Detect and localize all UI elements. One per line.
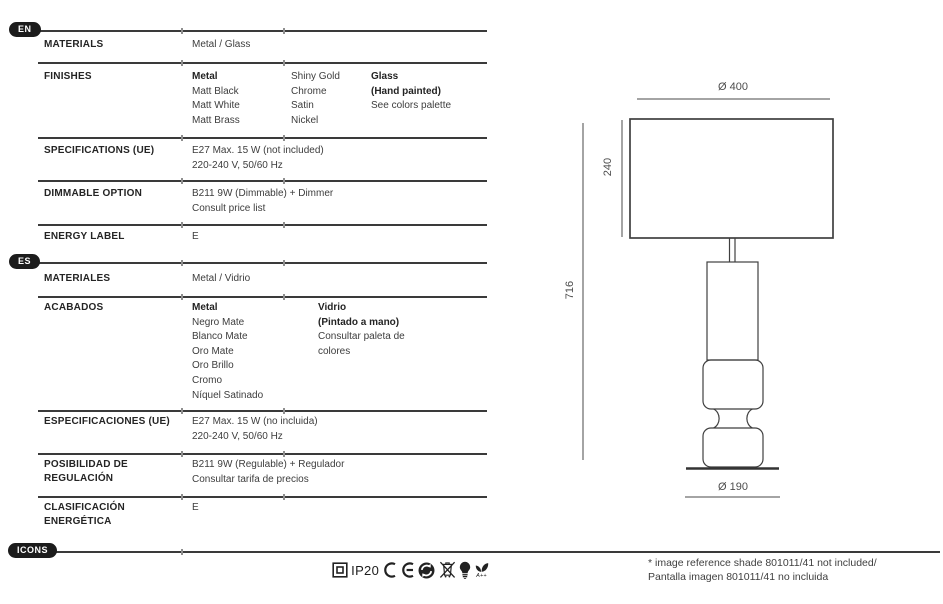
divider-rule [38, 453, 487, 455]
rule-tick [181, 222, 183, 228]
divider-rule [38, 496, 487, 498]
certification-icons-row [332, 558, 489, 582]
rule-tick [181, 135, 183, 141]
green-dot-recycling-icon [418, 562, 435, 579]
row-value-dimmable: B211 9W (Dimmable) + Dimmer Consult price list [192, 188, 334, 214]
divider-rule [38, 296, 487, 298]
rule-tick [181, 260, 183, 266]
rule-tick [283, 60, 285, 66]
row-label-materials: MATERIALS [44, 39, 104, 50]
rule-tick [283, 28, 285, 34]
divider-rule [38, 180, 487, 182]
row-label-finishes: FINISHES [44, 71, 92, 82]
rule-tick [283, 494, 285, 500]
lamp-waist-right [747, 409, 753, 428]
row-label-clasificacion: CLASIFICACIÓN ENERGÉTICA [44, 502, 125, 527]
acabados-column-vidrio: Vidrio (Pintado a mano) Consultar paleta de colores [318, 302, 405, 357]
divider-rule [38, 410, 487, 412]
rule-tick [181, 178, 183, 184]
lamp-shade-outline [630, 119, 833, 238]
shade-height-dim: 240 [602, 157, 614, 177]
lamp-upper-block [703, 360, 763, 409]
rule-tick [181, 294, 183, 300]
acabados-column-metal: Metal Negro Mate Blanco Mate Oro Mate Oro Brillo Cromo Níquel Satinado [192, 302, 264, 401]
rule-tick [283, 260, 285, 266]
rule-tick [181, 494, 183, 500]
base-diameter-dim: Ø 190 [718, 481, 748, 493]
ip20-rating-label: IP20 [351, 562, 380, 578]
icons-section-badge: ICONS [8, 543, 57, 558]
rule-tick [283, 178, 285, 184]
icons-divider-rule [56, 551, 940, 553]
energy-class-leaf-icon [474, 561, 489, 579]
energy-class-text: A++ [476, 572, 487, 579]
image-reference-footnote [648, 557, 940, 585]
row-label-energy: ENERGY LABEL [44, 231, 125, 242]
lamp-stem [730, 238, 736, 262]
row-value-materials: Metal / Glass [192, 39, 251, 50]
row-label-especificaciones: ESPECIFICACIONES (UE) [44, 416, 170, 427]
row-value-especificaciones: E27 Max. 15 W (no incluida) 220-240 V, 50/60 Hz [192, 416, 318, 442]
row-value-energy: E [192, 231, 199, 242]
divider-rule [38, 224, 487, 226]
row-label-acabados: ACABADOS [44, 302, 104, 313]
rule-tick [181, 451, 183, 457]
light-bulb-icon [459, 561, 471, 579]
rule-tick [283, 135, 285, 141]
finishes-column-glass: Glass (Hand painted) See colors palette [371, 71, 452, 112]
divider-rule [36, 262, 487, 264]
footnote-line-es: Pantalla imagen 801011/41 no incluida [648, 570, 829, 583]
rule-tick [181, 408, 183, 414]
rule-tick [283, 294, 285, 300]
row-value-specifications: E27 Max. 15 W (not included) 220-240 V, 50/60 Hz [192, 145, 324, 171]
total-height-dim: 716 [564, 280, 576, 300]
finishes-column-metal-2: Shiny Gold Chrome Satin Nickel [291, 71, 340, 126]
divider-rule [38, 62, 487, 64]
row-label-specifications: SPECIFICATIONS (UE) [44, 145, 155, 156]
divider-rule [38, 137, 487, 139]
language-badge-es: ES [9, 254, 40, 269]
row-label-dimmable: DIMMABLE OPTION [44, 188, 142, 199]
ce-mark-icon [382, 562, 415, 578]
rule-tick [181, 60, 183, 66]
row-value-regulacion: B211 9W (Regulable) + Regulador Consultar tarifa de precios [192, 459, 345, 485]
rule-tick [181, 549, 183, 555]
lamp-technical-drawing [550, 60, 943, 505]
language-badge-en: EN [9, 22, 41, 37]
row-label-materiales: MATERIALES [44, 273, 111, 284]
rule-tick [181, 28, 183, 34]
rule-tick [283, 222, 285, 228]
row-value-clasificacion: E [192, 502, 199, 513]
lamp-lower-block [703, 428, 763, 467]
row-label-regulacion: POSIBILIDAD DE REGULACIÓN [44, 459, 128, 484]
rule-tick [283, 408, 285, 414]
class-ii-insulation-icon [332, 562, 348, 578]
shade-diameter-dim: Ø 400 [718, 81, 748, 93]
rule-tick [283, 451, 285, 457]
lamp-column [707, 262, 758, 360]
weee-crossed-bin-icon [439, 561, 456, 579]
divider-rule [36, 30, 487, 32]
footnote-line-en: * image reference shade 801011/41 not included/ [648, 557, 877, 569]
lamp-waist-left [714, 409, 720, 428]
finishes-column-metal: Metal Matt Black Matt White Matt Brass [192, 71, 240, 126]
row-value-materiales: Metal / Vidrio [192, 273, 251, 284]
